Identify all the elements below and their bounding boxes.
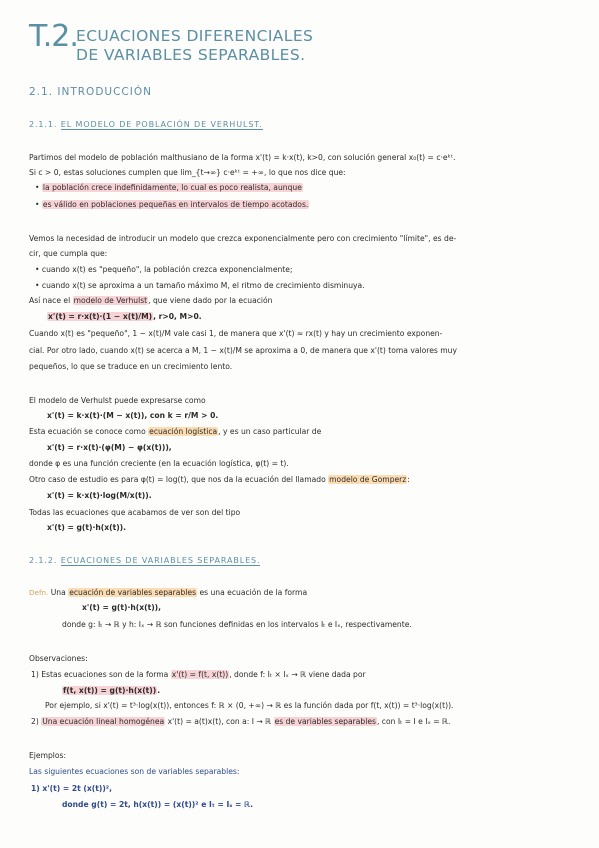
text-line: pequeños, lo que se traduce en un crecimiento lento.: [29, 362, 233, 371]
definition-tag: Defn.: [29, 588, 49, 597]
text-fragment: Una: [50, 588, 69, 597]
bullet-item: • es válido en poblaciones pequeñas en intervalos de tiempo acotados.: [35, 200, 309, 209]
text-fragment: 1) Estas ecuaciones son de la forma: [31, 670, 171, 679]
section-title: INTRODUCCIÓN: [57, 86, 152, 98]
text-line: Cuando x(t) es "pequeño", 1 − x(t)/M vale casi 1, de manera que x'(t) ≈ rx(t) y hay un crecimiento exponen-: [29, 329, 443, 338]
subsection-title: ECUACIONES DE VARIABLES SEPARABLES.: [60, 556, 261, 565]
highlighted-text: la población crece indefinidamente, lo cual es poco realista, aunque: [42, 183, 302, 192]
text-fragment: , donde f: Iₜ × Iₓ → ℝ viene dada por: [229, 670, 366, 679]
bullet-item: • cuando x(t) es "pequeño", la población crezca exponencialmente;: [35, 265, 293, 274]
text-fragment: Esta ecuación se conoce como: [29, 427, 149, 436]
equation: x'(t) = k·x(t)·log(M/x(t)).: [47, 491, 152, 500]
highlighted-equation: f(t, x(t)) = g(t)·h(x(t)): [63, 686, 157, 695]
subsection-heading-2: [29, 557, 260, 565]
chapter-number: T.2.: [29, 19, 78, 54]
observations-title: Observaciones:: [29, 654, 88, 663]
text-line: [29, 428, 321, 436]
observation-1: [31, 671, 366, 679]
text-line: Todas las ecuaciones que acabamos de ver son del tipo: [29, 508, 241, 517]
text-fragment: x'(t) = a(t)x(t), con a: I → ℝ: [165, 717, 274, 726]
text-fragment: .: [157, 686, 161, 695]
equation: x'(t) = g(t)·h(x(t)).: [47, 523, 127, 532]
highlighted-text: x'(t) = f(t, x(t)): [171, 670, 229, 679]
examples-intro: Las siguientes ecuaciones son de variables separables:: [29, 767, 240, 776]
equation: x'(t) = g(t)·h(x(t)),: [82, 603, 162, 612]
equation: [47, 313, 202, 321]
examples-title: Ejemplos:: [29, 751, 67, 760]
text-line: cir, que cumpla que:: [29, 249, 108, 258]
highlighted-text: ecuación de variables separables: [69, 588, 197, 597]
bullet-text: cuando x(t) es "pequeño", la población crezca exponencialmente;: [41, 265, 293, 274]
text-line: Por ejemplo, si x'(t) = t³·log(x(t)), entonces f: ℝ × (0, +∞) → ℝ es la función dada por f(t, x(t)) = t³·log(x(t)).: [45, 701, 454, 710]
subsection-number: 2.1.2.: [29, 556, 58, 565]
highlighted-text: Una ecuación lineal homogénea: [42, 717, 165, 726]
bullet-item: • la población crece indefinidamente, lo cual es poco realista, aunque: [35, 183, 302, 192]
equation-condition: , r>0, M>0.: [153, 312, 202, 321]
text-line: Partimos del modelo de población malthusiano de la forma x'(t) = k·x(t), k>0, con solución general x₀(t) = c·eᵏᵗ.: [29, 153, 456, 162]
example-1-detail: donde g(t) = 2t, h(x(t)) = (x(t))² e Iₜ = Iₓ = ℝ.: [62, 800, 254, 809]
text-fragment: 2): [31, 717, 42, 726]
text-line: [29, 297, 272, 305]
example-1: 1) x'(t) = 2t (x(t))²,: [31, 784, 113, 793]
chapter-title-line1: ECUACIONES DIFERENCIALES: [76, 27, 314, 45]
section-heading: [29, 87, 152, 98]
highlighted-text: es de variables separables: [274, 717, 376, 726]
subsection-heading-1: [29, 121, 263, 129]
definition-line: [29, 589, 307, 597]
text-fragment: , y es un caso particular de: [218, 427, 322, 436]
highlighted-text: modelo de Verhulst: [73, 296, 148, 305]
highlighted-text: ecuación logística: [149, 427, 218, 436]
text-fragment: Así nace el: [29, 296, 73, 305]
subsection-title: EL MODELO DE POBLACIÓN DE VERHULST.: [60, 120, 263, 129]
text-fragment: es una ecuación de la forma: [197, 588, 308, 597]
bullet-item: • cuando x(t) se aproxima a un tamaño máximo M, el ritmo de crecimiento disminuya.: [35, 281, 365, 290]
bullet-text: cuando x(t) se aproxima a un tamaño máximo M, el ritmo de crecimiento disminuya.: [41, 281, 365, 290]
section-number: 2.1.: [29, 86, 54, 98]
text-fragment: :: [407, 475, 410, 484]
equation: [62, 687, 160, 695]
highlighted-text: modelo de Gomperz: [329, 475, 407, 484]
text-fragment: , que viene dado por la ecuación: [148, 296, 273, 305]
equation: x'(t) = r·x(t)·(φ(M) − φ(x(t))),: [47, 443, 172, 452]
observation-2: [31, 718, 450, 726]
text-line: cial. Por otro lado, cuando x(t) se acerca a M, 1 − x(t)/M se aproxima a 0, de manera que x'(t) toma valores muy: [29, 346, 457, 355]
text-line: Vemos la necesidad de introducir un modelo que crezca exponencialmente pero con crecimiento "límite", es de-: [29, 234, 457, 243]
equation: x'(t) = k·x(t)·(M − x(t)), con k = r/M > 0.: [47, 411, 219, 420]
text-line: El modelo de Verhulst puede expresarse como: [29, 396, 206, 405]
text-line: [29, 476, 410, 484]
text-fragment: Otro caso de estudio es para φ(t) = log(t), que nos da la ecuación del llamado: [29, 475, 329, 484]
text-line: donde φ es una función creciente (en la ecuación logística, φ(t) = t).: [29, 459, 289, 468]
chapter-title-line2: DE VARIABLES SEPARABLES.: [76, 46, 306, 64]
text-fragment: , con Iₜ = I e Iₓ = ℝ.: [376, 717, 451, 726]
highlighted-text: es válido en poblaciones pequeñas en intervalos de tiempo acotados.: [42, 200, 309, 209]
text-line: donde g: Iₜ → ℝ y h: Iₓ → ℝ son funciones definidas en los intervalos Iₜ e Iₓ, respectivamente.: [62, 620, 412, 629]
text-line: Si c > 0, estas soluciones cumplen que lim_{t→∞} c·eᵏᵗ = +∞, lo que nos dice que:: [29, 168, 346, 177]
verhulst-equation: x'(t) = r·x(t)·(1 − x(t)/M): [48, 312, 153, 321]
subsection-number: 2.1.1.: [29, 120, 58, 129]
